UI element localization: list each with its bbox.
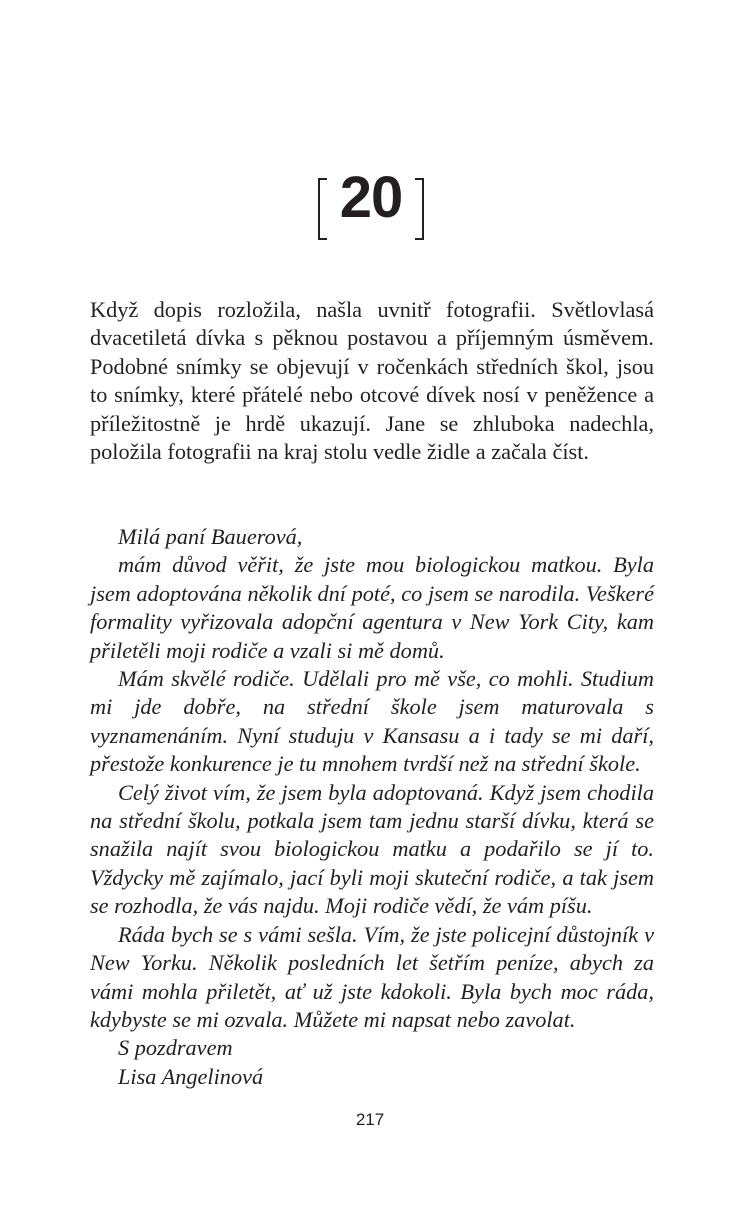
letter-greeting: Milá paní Bauerová,	[118, 524, 303, 549]
chapter-bracket-right	[415, 178, 424, 240]
chapter-number: 20	[339, 165, 403, 230]
letter-paragraph: Celý život vím, že jsem byla adoptovaná. Když jsem chodila na střední školu, potkala jsem tam jednu starší dívku, která se snažila najít svou biologickou matku a podařilo se jí to. Vždycky mě zajímalo, jací byli moji skuteční rodiče, a tak jsem se rozhodla, že vás najdu. Moji rodiče vědí, že vám píšu.	[90, 779, 654, 919]
letter-signature: Lisa Angelinová	[118, 1063, 264, 1089]
letter-paragraph: Ráda bych se s vámi sešla. Vím, že jste policejní důstojník v New Yorku. Několik posledních let šetřím peníze, abych za vámi mohla přiletět, ať už jste kdokoli. Byla bych moc ráda, kdybyste se mi ozvala. Můžete mi napsat nebo zavolat.	[90, 921, 654, 1032]
letter-paragraph: mám důvod věřit, že jste mou biologickou matkou. Byla jsem adoptována několik dní poté, co jsem se narodila. Veškeré formality vyřizovala adopční agentura v New York City, kam přiletěli moji rodiče a vzali si mě domů.	[90, 552, 654, 663]
letter	[90, 523, 654, 1091]
letter-closing: S pozdravem	[118, 1035, 233, 1061]
page-number: 217	[355, 1110, 385, 1129]
chapter-heading	[318, 165, 424, 238]
opening-paragraph: Když dopis rozložila, našla uvnitř fotografii. Světlovlasá dvacetiletá dívka s pěknou postavou a příjemným úsměvem. Podobné snímky se objevují v ročenkách středních škol, jsou to snímky, které přátelé nebo otcové dívek nosí v peněžence a příležitostně je hrdě ukazují. Jane se zhluboka nadechla, položila fotografii na kraj stolu vedle židle a začala číst.	[90, 297, 654, 465]
letter-paragraph: Mám skvělé rodiče. Udělali pro mě vše, co mohli. Studium mi jde dobře, na střední škole jsem maturovala s vyznamenáním. Nyní studuju v Kansasu a i tady se mi daří, přestože konkurence je tu mnohem tvrdší než na střední škole.	[90, 666, 654, 777]
